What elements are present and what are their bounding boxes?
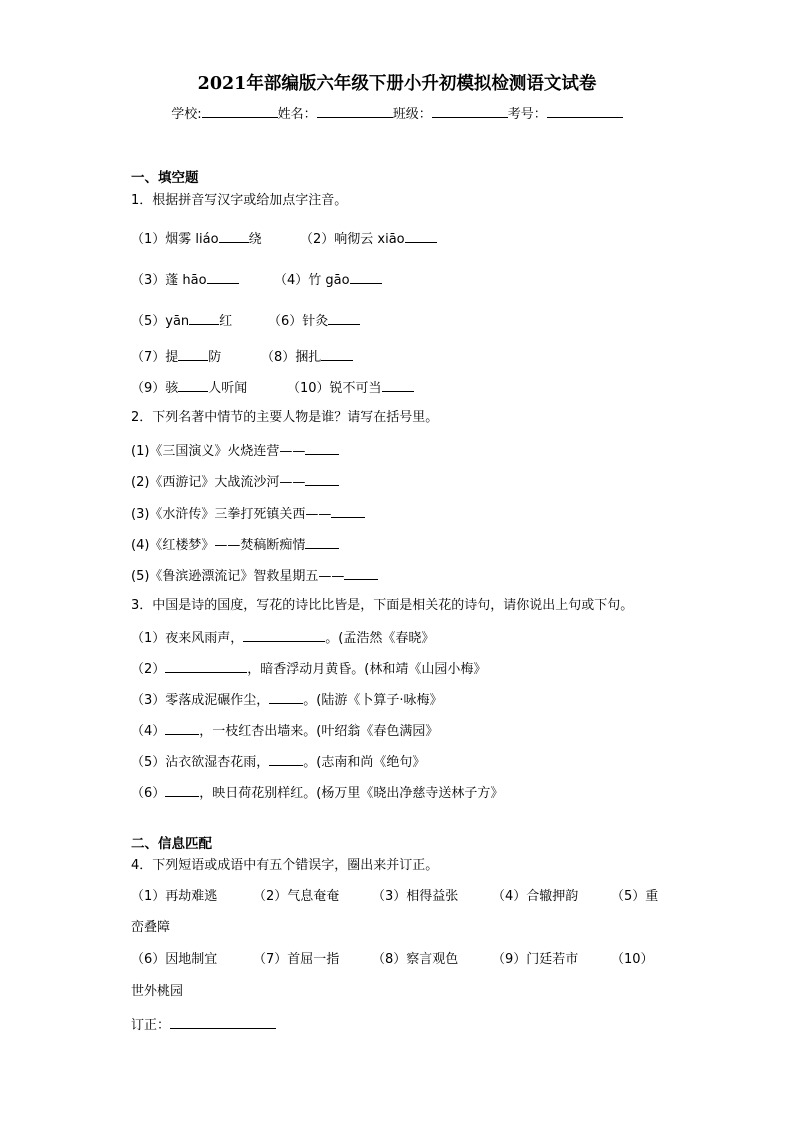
id-blank[interactable] <box>547 103 623 118</box>
q4-correction <box>131 1015 276 1035</box>
correction-label: 订正： <box>131 1018 171 1033</box>
q2-item-4-blank[interactable] <box>305 535 339 549</box>
q1-item-1-post: 绕 <box>248 232 262 247</box>
q3-item-4-post: ，一枝红杏出墙来。(叶绍翁《春色满园》 <box>199 724 439 739</box>
q3-item-6-blank[interactable] <box>165 783 199 797</box>
school-blank[interactable] <box>202 103 278 118</box>
q1-item-5-blank[interactable] <box>189 311 219 325</box>
q4-item-5: （5）重 <box>611 889 659 904</box>
q4-item-7: （7）首屈一指 <box>253 952 340 967</box>
q3-item-2-blank[interactable] <box>165 659 247 673</box>
id-label: 考号： <box>507 107 547 122</box>
q3-item-5-blank[interactable] <box>269 752 303 766</box>
q1-item-9-pre: （9）骇 <box>131 381 179 396</box>
q1-item-1-pre: （1）烟雾 liáo <box>131 232 219 247</box>
q3-item-2-pre: （2） <box>131 662 166 677</box>
q1-item-2-blank[interactable] <box>405 229 437 243</box>
q3-item-1 <box>131 628 434 648</box>
q1-item-2 <box>300 229 437 249</box>
q3-item-2-post: ，暗香浮动月黄昏。(林和靖《山园小梅》 <box>247 662 487 677</box>
q1-item-5-pre: （5）yān <box>131 314 190 329</box>
q3-item-2 <box>131 659 486 679</box>
question-4-prompt: 4．下列短语或成语中有五个错误字，圈出来并订正。 <box>131 858 439 873</box>
q1-item-6 <box>268 311 360 331</box>
q1-item-7-post: 防 <box>208 350 222 365</box>
q2-item-3-blank[interactable] <box>331 504 365 518</box>
student-info-line <box>0 103 794 122</box>
q3-item-3 <box>131 690 443 710</box>
q2-item-5-blank[interactable] <box>344 566 378 580</box>
q2-item-5 <box>131 566 378 586</box>
q3-item-5-post: 。(志南和尚《绝句》 <box>303 755 426 770</box>
name-label: 姓名： <box>277 107 317 122</box>
q1-item-9-blank[interactable] <box>178 378 208 392</box>
q1-item-5 <box>131 311 232 331</box>
section-heading-fill-in: 一、填空题 <box>131 170 199 186</box>
q3-item-5 <box>131 752 425 772</box>
q1-item-7 <box>131 347 221 367</box>
q2-item-1-text: (1)《三国演义》火烧连营—— <box>131 444 306 459</box>
q3-item-4-blank[interactable] <box>165 721 199 735</box>
q1-item-6-blank[interactable] <box>328 311 360 325</box>
q1-item-4 <box>274 270 382 290</box>
q4-item-9: （9）门廷若市 <box>492 952 579 967</box>
q1-item-8 <box>261 347 353 367</box>
q4-item-3: （3）相得益张 <box>372 889 459 904</box>
q1-item-7-blank[interactable] <box>178 347 208 361</box>
q4-item-8: （8）察言观色 <box>372 952 459 967</box>
q2-item-1-blank[interactable] <box>305 441 339 455</box>
q3-item-3-post: 。(陆游《卜算子·咏梅》 <box>303 693 443 708</box>
q1-item-7-pre: （7）提 <box>131 350 179 365</box>
q3-item-1-blank[interactable] <box>243 628 325 642</box>
q4-item-10: （10） <box>611 952 654 967</box>
q3-item-3-blank[interactable] <box>269 690 303 704</box>
section-heading-info-match: 二、信息匹配 <box>131 836 212 852</box>
class-blank[interactable] <box>432 103 508 118</box>
q2-item-3 <box>131 504 365 524</box>
q1-item-1-blank[interactable] <box>219 229 249 243</box>
q1-item-9 <box>131 378 247 398</box>
q2-item-2-blank[interactable] <box>305 472 339 486</box>
q4-item-10-wrap: 世外桃园 <box>131 984 184 999</box>
q2-item-5-text: (5)《鲁滨逊漂流记》智救星期五—— <box>131 569 345 584</box>
name-blank[interactable] <box>317 103 393 118</box>
q2-item-4-text: (4)《红楼梦》——焚稿断痴情 <box>131 538 306 553</box>
q3-item-3-pre: （3）零落成泥碾作尘， <box>131 693 270 708</box>
q1-item-5-post: 红 <box>219 314 233 329</box>
q2-item-3-text: (3)《水浒传》三拳打死镇关西—— <box>131 507 332 522</box>
q3-item-6 <box>131 783 503 803</box>
correction-blank[interactable] <box>170 1015 276 1029</box>
q4-item-5-wrap: 峦叠障 <box>131 920 171 935</box>
q3-item-6-post: ，映日荷花别样红。(杨万里《晓出净慈寺送林子方》 <box>199 786 504 801</box>
q4-item-6: （6）因地制宜 <box>131 952 218 967</box>
q1-item-4-pre: （4）竹 gāo <box>274 273 350 288</box>
q3-item-6-pre: （6） <box>131 786 166 801</box>
q1-item-6-pre: （6）针灸 <box>268 314 329 329</box>
q2-item-1 <box>131 441 339 461</box>
question-1-prompt: 1．根据拼音写汉字或给加点字注音。 <box>131 193 348 208</box>
q1-item-9-post: 人听闻 <box>208 381 248 396</box>
q1-item-10 <box>287 378 414 398</box>
class-label: 班级： <box>392 107 432 122</box>
q1-item-10-pre: （10）锐不可当 <box>287 381 382 396</box>
q3-item-1-post: 。(孟浩然《春晓》 <box>325 631 435 646</box>
q4-item-1: （1）再劫难逃 <box>131 889 218 904</box>
q4-item-2: （2）气息奄奄 <box>253 889 340 904</box>
q4-item-4: （4）合辙押韵 <box>492 889 579 904</box>
q1-item-2-pre: （2）响彻云 xiāo <box>300 232 405 247</box>
school-label: 学校: <box>171 107 202 122</box>
q1-item-10-blank[interactable] <box>382 378 414 392</box>
q1-item-3 <box>131 270 239 290</box>
q1-item-8-pre: （8）捆扎 <box>261 350 322 365</box>
q3-item-1-pre: （1）夜来风雨声， <box>131 631 244 646</box>
q1-item-8-blank[interactable] <box>321 347 353 361</box>
q2-item-2 <box>131 472 339 492</box>
q2-item-4 <box>131 535 339 555</box>
q1-item-3-pre: （3）蓬 hāo <box>131 273 207 288</box>
q3-item-4-pre: （4） <box>131 724 166 739</box>
page-title: 2021年部编版六年级下册小升初模拟检测语文试卷 <box>197 74 597 94</box>
q1-item-3-blank[interactable] <box>207 270 239 284</box>
q1-item-1 <box>131 229 262 249</box>
q3-item-4 <box>131 721 438 741</box>
question-2-prompt: 2．下列名著中情节的主要人物是谁？请写在括号里。 <box>131 410 439 425</box>
q1-item-4-blank[interactable] <box>350 270 382 284</box>
question-3-prompt: 3．中国是诗的国度，写花的诗比比皆是，下面是相关花的诗句，请你说出上句或下句。 <box>131 598 634 613</box>
q2-item-2-text: (2)《西游记》大战流沙河—— <box>131 475 306 490</box>
q3-item-5-pre: （5）沾衣欲湿杏花雨， <box>131 755 270 770</box>
